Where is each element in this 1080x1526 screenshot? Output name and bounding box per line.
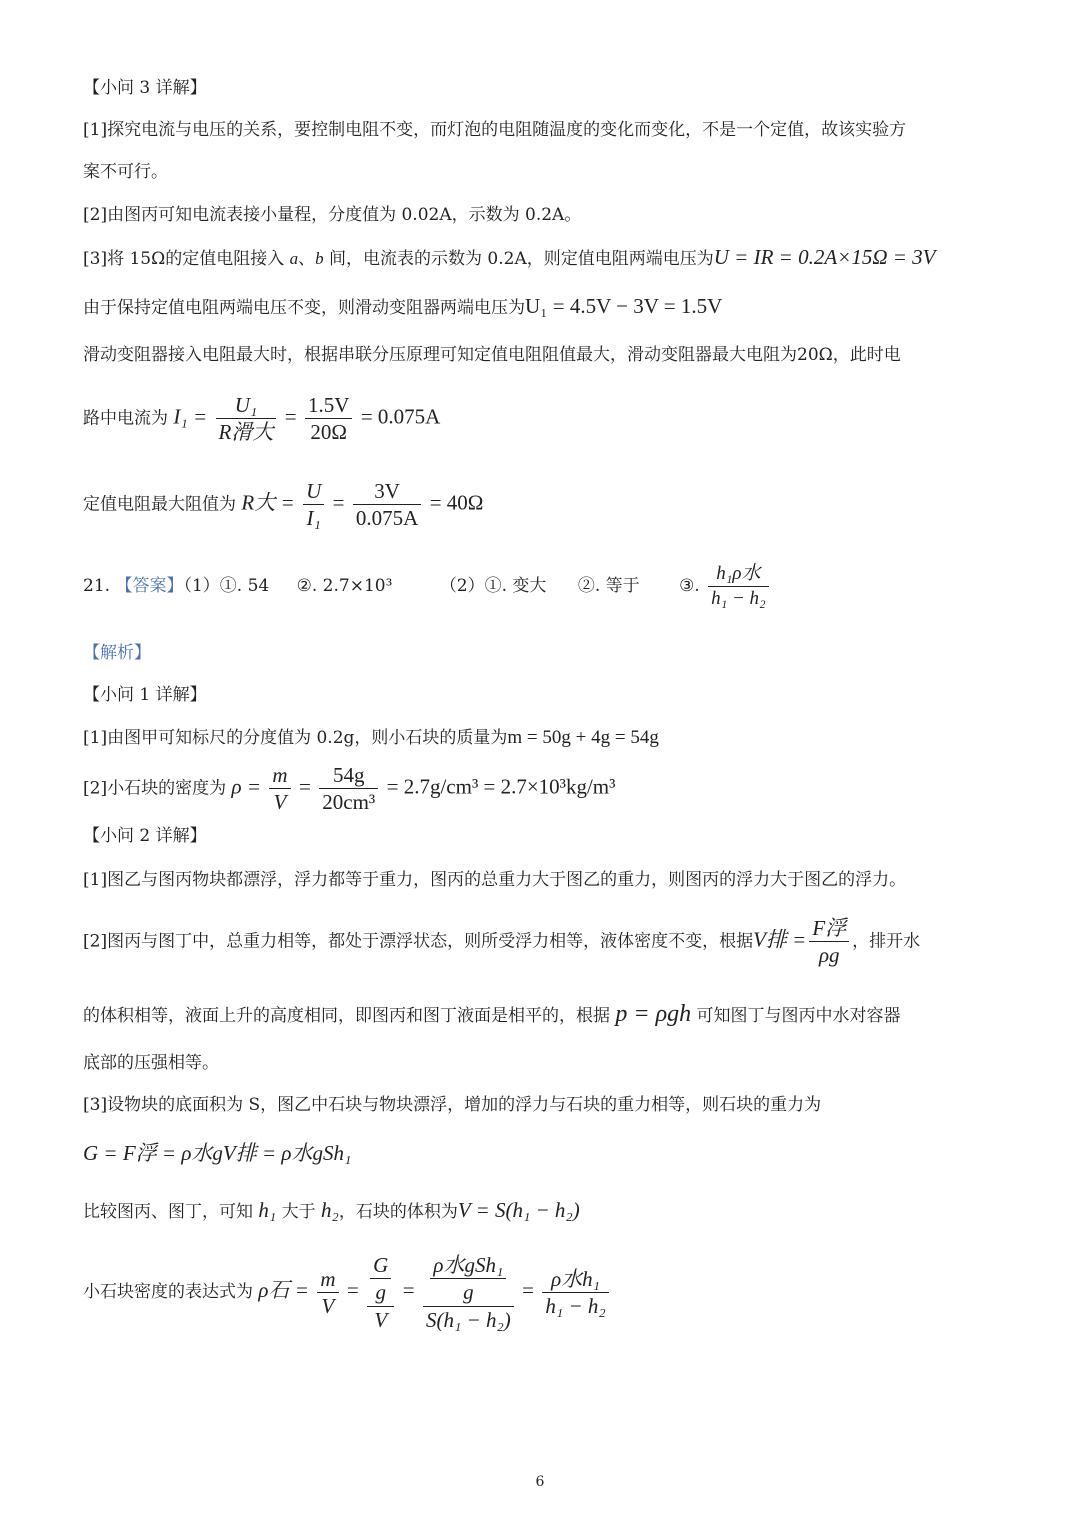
paragraph: 底部的压强相等。 [83,1053,219,1073]
formula: U₁ = 4.5V − 3V = 1.5V [525,294,723,318]
denominator: V [321,1293,335,1318]
answer-part: ②. 2.7×10³ [296,575,393,596]
answer-fraction [708,562,769,611]
numerator: m [269,762,290,789]
paragraph: 滑动变阻器接入电阻最大时，根据串联分压原理可知定值电阻阻值最大，滑动变阻器最大电阻为20Ω，此时电 [83,345,901,365]
fraction [353,478,421,532]
paragraph: [1]探究电流与电压的关系，要控制电阻不变，而灯泡的电阻随温度的变化而变化，不是一个定值，故该实验方 [83,120,907,140]
numerator: 54g [319,762,378,789]
text-run: ，排开水 [852,931,921,952]
fraction [303,478,324,532]
denominator: R滑大 [218,420,274,445]
numerator: F浮 [809,915,849,942]
text-run: [1]由图甲可知标尺的分度值为 0.2g，则小石块的质量为 [83,728,508,748]
equation-line [83,1252,612,1333]
numerator: 1.5V [305,392,352,419]
text-run: 、 [298,249,316,269]
denominator: V [273,790,287,815]
denominator: 20cm³ [322,790,376,815]
symbol-h2: h₂ [321,1198,339,1222]
text-run: 由于保持定值电阻两端电压不变，则滑动变阻器两端电压为 [83,298,525,318]
numerator: 3V [353,478,421,505]
inner-fraction [430,1252,506,1306]
text-run: [2]小石块的密度为 [83,778,227,799]
paragraph [83,247,936,268]
fraction [305,392,352,446]
fraction [269,762,290,816]
denominator: h₁ − h₂ [711,587,766,609]
text-run: 定值电阻最大阻值为 [83,494,236,515]
equals-sign: = [346,1277,359,1302]
section-heading: 【小问 1 详解】 [83,685,207,705]
question-number: 21. [83,575,111,596]
label-a: a [289,249,299,268]
answer-part: ②. 等于 [577,575,640,596]
symbol-h1: h₁ [258,1198,277,1222]
numerator [423,1252,514,1307]
numerator: m [317,1266,338,1293]
fraction [542,1266,608,1320]
denominator: I₁ [306,506,321,531]
equation-line [83,1143,351,1164]
denominator: V [374,1307,388,1332]
equals-sign: = [332,490,345,515]
denominator: 0.075A [355,506,419,531]
formula-lhs: ρ = [231,774,262,799]
paragraph [83,1002,901,1026]
formula-result: = 2.7g/cm³ = 2.7×10³kg/m³ [386,774,616,799]
denominator: ρg [818,943,840,968]
formula-lhs: V排 = [753,927,807,952]
equation-line [83,762,615,816]
numerator: G [370,1252,391,1279]
text-run: 的体积相等，液面上升的高度相同，即图丙和图丁液面是相平的，根据 [83,1006,610,1026]
fraction [809,915,849,969]
formula: U = IR = 0.2A×15Ω = 3V [713,245,936,269]
formula: V = S(h₁ − h₂) [457,1198,580,1222]
compound-fraction [423,1252,514,1333]
equation-line [83,392,440,446]
paragraph: [3]设物块的底面积为 S，图乙中石块与物块漂浮，增加的浮力与石块的重力相等，则石块的重力为 [83,1095,822,1115]
paragraph: [1]图乙与图丙物块都漂浮，浮力都等于重力，图丙的总重力大于图乙的重力，则图丙的浮力大于图乙的浮力。 [83,870,907,890]
fraction [216,392,277,446]
denominator: S(h₁ − h₂) [425,1307,511,1332]
denominator: h₁ − h₂ [545,1293,606,1318]
text-run: [2]图丙与图丁中，总重力相等，都处于漂浮状态，则所受浮力相等，液体密度不变，根据 [83,931,754,952]
paragraph [83,728,659,747]
paragraph: 案不可行。 [83,162,168,182]
label-b: b [315,249,324,268]
formula-result: = 0.075A [360,404,441,429]
answer-line [83,562,772,611]
equation-line [83,478,483,532]
paragraph [83,296,722,317]
equals-sign: = [284,404,297,429]
paragraph [83,1200,580,1221]
answer-part: ③. [679,575,700,596]
numerator: U₁ [216,392,277,419]
text-run: 小石块密度的表达式为 [83,1281,253,1302]
paragraph: [2]由图丙可知电流表接小量程，分度值为 0.02A，示数为 0.2A。 [83,205,582,225]
denominator: 20Ω [310,420,348,445]
formula: m = 50g + 4g = 54g [507,727,659,748]
equation-line [83,915,920,969]
fraction [317,1266,338,1320]
answer-part: （1）①. 54 [183,575,270,596]
formula: p = ρgh [615,1001,692,1027]
compound-fraction [367,1252,394,1333]
text-run: ，石块的体积为 [338,1202,458,1222]
text-run: 比较图丙、图丁，可知 [83,1202,253,1222]
fraction [319,762,378,816]
section-heading: 【小问 3 详解】 [83,78,207,98]
text-run: 大于 [281,1202,316,1222]
equals-sign: = [402,1277,415,1302]
answer-part: （2）①. 变大 [439,575,547,596]
inner-fraction [370,1252,391,1306]
numerator [367,1252,394,1307]
text-run: [3]将 15Ω的定值电阻接入 [83,249,290,269]
numerator: U [303,478,324,505]
formula-lhs: R大 = [241,490,295,515]
denominator: g [375,1280,386,1305]
page-number: 6 [535,1474,545,1490]
numerator: ρ水gSh₁ [430,1252,506,1279]
formula-result: = 40Ω [429,490,484,515]
text-run: 可知图丁与图丙中水对容器 [696,1006,901,1026]
answer-tag: 【答案】 [115,575,184,596]
formula-lhs: ρ石 = [258,1277,309,1302]
analysis-tag: 【解析】 [83,643,151,663]
denominator: g [463,1280,474,1305]
numerator: h₁ρ水 [708,562,769,587]
formula: G = F浮 = ρ水gV排 = ρ水gSh₁ [83,1141,352,1165]
section-heading: 【小问 2 详解】 [83,826,207,846]
formula-lhs: I₁ = [173,404,208,429]
numerator: ρ水h₁ [542,1266,608,1293]
equals-sign: = [522,1277,534,1302]
text-run: 路中电流为 [83,408,168,429]
text-run: 间，电流表的示数为 0.2A，则定值电阻两端电压为 [323,249,714,269]
equals-sign: = [299,774,311,799]
